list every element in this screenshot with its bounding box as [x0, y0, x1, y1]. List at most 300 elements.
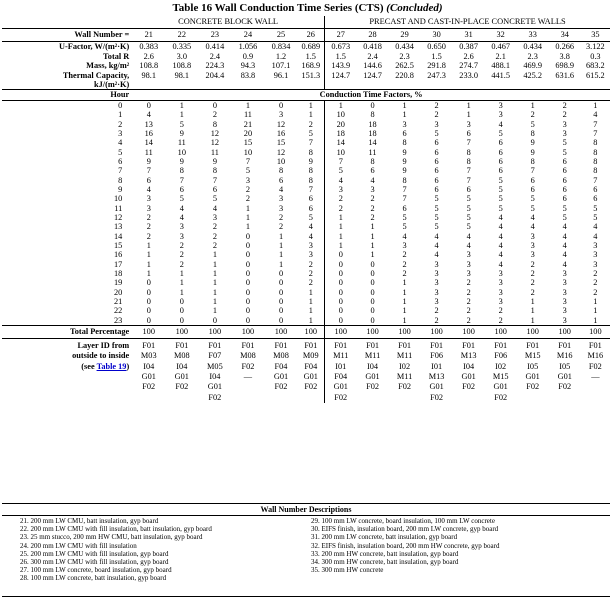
ctf-cell: 1: [179, 278, 184, 288]
ctf-cell: 2: [245, 194, 251, 204]
ctf-cell: 5: [562, 138, 567, 148]
total-r-row-cell: 1.2: [275, 51, 287, 61]
total-r-row-cell: 2.4: [209, 51, 221, 61]
ctf-cell: 3: [593, 241, 598, 251]
ctf-cell: 2: [434, 315, 439, 325]
hour-number: 17: [113, 259, 123, 269]
total-percentage-row-cell: 100: [421, 326, 453, 339]
layer-id: M13: [460, 351, 477, 361]
ctf-cell: 2: [530, 278, 535, 288]
ctf-cell: 6: [298, 204, 325, 213]
ctf-cell: 20: [243, 128, 253, 138]
total-r-row-cell: 2.4: [367, 51, 378, 61]
ctf-cell: 0: [370, 269, 375, 279]
ctf-cell: 7: [298, 185, 325, 194]
ctf-cell: 2: [498, 306, 503, 316]
layer-id: I04: [209, 371, 221, 381]
ctf-cell: 1: [298, 297, 325, 306]
ctf-cell: 3: [530, 231, 535, 241]
layer-id: I01: [431, 361, 443, 371]
ctf-cell: 3: [530, 250, 535, 260]
ctf-cell: 1: [212, 259, 217, 269]
ctf-cell: 3: [562, 278, 567, 288]
ctf-cell: 2: [338, 203, 343, 213]
ctf-cell: 4: [562, 231, 567, 241]
ctf-cell: 1: [179, 287, 184, 297]
ctf-cell: 12: [276, 119, 286, 129]
layer-id: M15: [524, 351, 541, 361]
hour-row: [2, 157, 610, 166]
ctf-cell: 0: [146, 306, 151, 316]
ctf-cell: 8: [466, 147, 471, 157]
ctf-cell: 2: [298, 278, 325, 287]
total-r-row-cell: 0.9: [242, 51, 254, 61]
hour-row: [2, 278, 610, 287]
ctf-cell: 6: [562, 194, 567, 204]
ctf-cell: 0: [338, 315, 343, 325]
thermal-capacity-cell: 204.4: [205, 70, 225, 80]
ctf-cell: 0: [338, 306, 343, 316]
layer-id: F01: [430, 341, 444, 351]
hour-number: 13: [113, 222, 123, 232]
ctf-cell: 7: [466, 175, 471, 185]
mass-row-cell: 94.3: [240, 61, 256, 71]
ctf-cell: 6: [179, 184, 184, 194]
ctf-cell: 7: [530, 166, 535, 176]
ctf-cell: 0: [370, 278, 375, 288]
ctf-cell: 5: [245, 166, 251, 176]
total-percentage-row: [2, 326, 610, 339]
layer-id: F02: [430, 392, 444, 402]
ctf-cell: 4: [562, 222, 567, 232]
layer-id: F01: [494, 341, 508, 351]
total-percentage-row-cell: 100: [198, 326, 231, 339]
ctf-cell: 11: [144, 147, 153, 157]
ctf-cell: 1: [212, 306, 217, 316]
table-title-text: Table 16 Wall Conduction Time Series (CTS): [172, 2, 384, 14]
ctf-cell: 3: [466, 250, 471, 260]
layer-label-3-prefix: (see: [81, 361, 97, 371]
ctf-cell: 5: [402, 222, 407, 232]
layer-id: F02: [558, 382, 572, 392]
ctf-cell: 4: [498, 259, 503, 269]
ctf-cell: 3: [562, 119, 567, 129]
thermal-capacity-cell: 98.1: [174, 70, 190, 80]
ctf-cell: 5: [466, 212, 471, 222]
ctf-cell: 4: [498, 250, 503, 260]
mass-row-cell: 488.1: [491, 61, 510, 71]
ctf-cell: 0: [278, 100, 284, 110]
wall-number-row-cell: 26: [298, 29, 325, 42]
ctf-cell: 5: [562, 212, 567, 222]
hour-row: [2, 222, 610, 231]
hour-row: [2, 185, 610, 194]
ctf-cell: 6: [498, 156, 503, 166]
ctf-cell: 8: [593, 156, 598, 166]
ctf-cell: 10: [336, 147, 345, 157]
wall-number-row-cell: 28: [368, 30, 377, 40]
ctf-cell: 3: [530, 241, 535, 251]
layer-id: F01: [175, 341, 189, 351]
thermal-capacity-label-2: kJ/(m²·K): [94, 79, 130, 89]
ctf-cell: 5: [466, 222, 471, 232]
ctf-cell: 5: [434, 222, 439, 232]
u-factor-row-cell: 0.834: [271, 42, 291, 52]
ctf-cell: 2: [146, 231, 151, 241]
ctf-cell: 3: [212, 212, 217, 222]
ctf-cell: 0: [370, 297, 375, 307]
wall-number-row-cell: 23: [210, 30, 220, 40]
ctf-cell: 5: [434, 203, 439, 213]
ctf-cell: 5: [434, 194, 439, 204]
ctf-cell: 7: [179, 175, 184, 185]
layer-id: F02: [526, 382, 540, 392]
ctf-cell: 6: [278, 175, 284, 185]
ctf-cell: 11: [368, 147, 377, 157]
ctf-cell: 1: [402, 110, 407, 120]
layer-cell: [325, 339, 357, 403]
ctf-cell: 1: [245, 222, 251, 232]
ctf-cell: 7: [466, 166, 471, 176]
table-title-suffix: (Concluded): [386, 2, 443, 14]
ctf-cell: 8: [466, 156, 471, 166]
ctf-cell: 1: [593, 100, 598, 110]
layer-id: I01: [335, 361, 347, 371]
total-percentage-row-cell: 100: [165, 326, 198, 339]
ctf-cell: 5: [466, 194, 471, 204]
layer-id: M13: [428, 371, 445, 381]
layer-id: G01: [429, 382, 444, 392]
hour-row: [2, 306, 610, 315]
ctf-cell: 1: [370, 231, 375, 241]
mass-row-cell: 144.6: [363, 61, 382, 71]
ctf-cell: 5: [530, 194, 535, 204]
ctf-cell: 0: [245, 231, 251, 241]
wall-description: 26. 300 mm LW CMU with fill insulation, gyp board: [20, 558, 169, 567]
bottom-rule: [2, 596, 610, 597]
layer-id: F01: [398, 341, 412, 351]
hour-number: 15: [113, 241, 123, 251]
thermal-capacity-cell: 247.3: [427, 70, 446, 80]
u-factor-row-cell: 3.122: [586, 42, 605, 52]
ctf-cell: 6: [498, 147, 503, 157]
ctf-cell: 3: [498, 110, 503, 120]
wall-number-row: [2, 29, 610, 42]
ctf-cell: 4: [593, 222, 598, 232]
ctf-cell: 3: [593, 250, 598, 260]
wall-description: 30. EIFS finish, insulation board, 200 mm LW concrete, gyp board: [311, 525, 499, 534]
hour-number: 18: [113, 269, 123, 279]
layer-row: [2, 339, 610, 403]
hour-number: 1: [118, 110, 123, 120]
thermal-capacity-cell: 83.8: [240, 70, 256, 80]
ctf-cell: 4: [466, 231, 471, 241]
ctf-cell: 2: [498, 315, 503, 325]
ctf-cell: 4: [179, 203, 184, 213]
hour-row: [2, 241, 610, 250]
wall-number-row-cell: 22: [177, 30, 186, 40]
layer-id: I04: [143, 361, 155, 371]
ctf-cell: 0: [370, 306, 375, 316]
ctf-cell: 7: [146, 166, 151, 176]
ctf-cell: 14: [144, 138, 153, 148]
ctf-cell: 3: [466, 269, 471, 279]
ctf-cell: 8: [298, 148, 325, 157]
hour-row: [2, 204, 610, 213]
thermal-capacity-cell: 631.6: [555, 70, 575, 80]
ctf-cell: 0: [338, 259, 343, 269]
layer-id: G01: [333, 382, 348, 392]
ctf-cell: 3: [498, 297, 503, 307]
layer-id: F01: [462, 341, 476, 351]
ctf-cell: 3: [434, 119, 439, 129]
total-percentage-label: Total Percentage: [2, 326, 132, 339]
ctf-cell: 5: [593, 212, 598, 222]
ctf-cell: 1: [179, 100, 184, 110]
wall-number-row-cell: 31: [464, 30, 473, 40]
wall-description: 33. 200 mm HW concrete, batt insulation, gyp board: [311, 549, 459, 558]
hour-row: [2, 129, 610, 138]
wall-number-row-cell: 25: [276, 30, 286, 40]
layer-id: M05: [207, 361, 223, 371]
hour-number: 6: [118, 156, 123, 166]
hour-row: [2, 260, 610, 269]
u-factor-row-cell: 0.383: [139, 42, 159, 52]
cts-table: [2, 16, 610, 403]
ctf-cell: 5: [179, 194, 184, 204]
layer-cell: [298, 339, 325, 403]
ctf-cell: 0: [278, 306, 284, 316]
layer-cell: [357, 339, 389, 403]
hour-header-row: [2, 89, 610, 100]
layer-id: G01: [525, 371, 540, 381]
ctf-cell: 6: [434, 156, 439, 166]
hour-row: [2, 166, 610, 175]
total-percentage-row-cell: 100: [231, 326, 264, 339]
hour-number: 10: [113, 194, 123, 204]
wall-number-row-cell: 35: [591, 30, 600, 40]
thermal-capacity-cell: 615.2: [586, 70, 605, 80]
hour-row: [2, 194, 610, 203]
total-percentage-row-cell: 100: [549, 326, 581, 339]
hour-number: 7: [118, 166, 123, 176]
ctf-cell: 8: [593, 138, 598, 148]
layer-id: G01: [365, 371, 380, 381]
wall-number-row-cell: 30: [432, 30, 441, 40]
wall-number-row-cell: 24: [243, 30, 253, 40]
ctf-cell: 5: [498, 194, 503, 204]
ctf-cell: 1: [212, 250, 217, 260]
u-factor-row: [2, 42, 610, 52]
ctf-cell: 2: [562, 110, 567, 120]
ctf-cell: 5: [562, 147, 567, 157]
thermal-capacity-cell: 124.7: [363, 70, 382, 80]
layer-id: F01: [304, 341, 318, 351]
ctf-cell: 4: [593, 110, 598, 120]
ctf-cell: 5: [498, 128, 503, 138]
descriptions-left: [20, 517, 212, 583]
ctf-cell: 2: [530, 259, 535, 269]
total-percentage-row-cell: 100: [264, 326, 297, 339]
ctf-cell: 2: [434, 306, 439, 316]
total-r-row-cell: 1.5: [335, 51, 346, 61]
layer-id: F04: [304, 361, 318, 371]
layer-id: F02: [241, 361, 255, 371]
wall-description: 34. 300 mm HW concrete, batt insulation, gyp board: [311, 558, 459, 567]
ctf-cell: 4: [530, 212, 535, 222]
total-r-row: [2, 52, 610, 62]
ctf-cell: 2: [466, 278, 471, 288]
ctf-cell: 6: [530, 175, 535, 185]
ctf-cell: 3: [498, 278, 503, 288]
ctf-cell: 4: [530, 222, 535, 232]
layer-id: F01: [241, 341, 255, 351]
ctf-cell: 4: [278, 184, 284, 194]
ctf-cell: 5: [530, 203, 535, 213]
hour-number: 11: [114, 203, 123, 213]
layer-id: M09: [302, 351, 319, 361]
layer-id: I02: [495, 361, 507, 371]
ctf-cell: 5: [498, 175, 503, 185]
layer-id: F01: [366, 341, 379, 351]
ctf-cell: 18: [368, 128, 377, 138]
layer-id: G01: [493, 382, 508, 392]
ctf-cell: 3: [338, 184, 343, 194]
layer-id: —: [591, 371, 600, 381]
ctf-cell: 1: [530, 306, 535, 316]
ctf-cell: 7: [593, 119, 598, 129]
ctf-cell: 9: [402, 156, 407, 166]
group-header-blank: [2, 16, 132, 29]
layer-cell: [231, 339, 264, 403]
layer-id: I05: [559, 361, 571, 371]
ctf-cell: 1: [146, 269, 151, 279]
mass-row-cell: 107.1: [271, 61, 291, 71]
ctf-cell: 6: [562, 184, 567, 194]
wall-description: 25. 200 mm LW CMU with fill insulation, gyp board: [20, 549, 169, 558]
ctf-cell: 7: [593, 175, 598, 185]
layer-cell: [581, 339, 610, 403]
ctf-cell: 6: [562, 156, 567, 166]
ctf-cell: 12: [276, 147, 286, 157]
ctf-cell: 5: [179, 119, 184, 129]
ctf-cell: 3: [434, 287, 439, 297]
ctf-cell: 8: [212, 166, 217, 176]
layer-label-3-suffix: ): [126, 361, 130, 371]
ctf-cell: 5: [562, 203, 567, 213]
layer-id: I04: [176, 361, 188, 371]
ctf-cell: 2: [212, 222, 217, 232]
ctf-cell: 11: [210, 147, 219, 157]
layer-id: I02: [399, 361, 411, 371]
ctf-cell: 3: [402, 119, 407, 129]
ctf-cell: 2: [212, 231, 217, 241]
ctf-cell: 16: [276, 128, 286, 138]
ctf-cell: 4: [562, 250, 567, 260]
u-factor-row-cell: 0.418: [363, 42, 382, 52]
u-factor-row-cell: 0.434: [395, 42, 414, 52]
thermal-capacity-label: [2, 71, 132, 90]
ctf-cell: 9: [179, 156, 184, 166]
ctf-cell: 0: [212, 100, 217, 110]
ctf-header: Conduction Time Factors, %: [132, 89, 610, 100]
ctf-cell: 5: [466, 203, 471, 213]
ctf-cell: 8: [402, 138, 407, 148]
ctf-cell: 18: [336, 128, 345, 138]
wall-number-row-cell: 32: [496, 30, 505, 40]
ctf-cell: 1: [402, 100, 407, 110]
wall-number-row-cell: 27: [336, 30, 345, 40]
ctf-cell: 9: [530, 138, 535, 148]
ctf-cell: 1: [298, 306, 325, 315]
ctf-cell: 2: [593, 278, 598, 288]
layer-id: F04: [334, 371, 348, 381]
hour-number: 14: [113, 231, 123, 241]
ctf-cell: 0: [179, 297, 184, 307]
layer-cell: [485, 339, 517, 403]
ctf-cell: 0: [370, 287, 375, 297]
hour-row: [2, 213, 610, 222]
table-19-link[interactable]: Table 19: [96, 361, 127, 371]
ctf-cell: 12: [210, 128, 220, 138]
layer-cell: [453, 339, 485, 403]
ctf-cell: 1: [466, 100, 471, 110]
ctf-cell: 6: [593, 184, 598, 194]
ctf-cell: 4: [402, 231, 407, 241]
ctf-cell: 3: [146, 203, 151, 213]
ctf-cell: 9: [179, 128, 184, 138]
wall-description: 24. 200 mm LW CMU with fill insulation: [20, 541, 137, 550]
ctf-cell: 2: [278, 212, 284, 222]
u-factor-row-cell: 0.335: [172, 42, 192, 52]
layer-id: M08: [273, 351, 289, 361]
ctf-cell: 4: [593, 231, 598, 241]
ctf-cell: 3: [498, 287, 503, 297]
thermal-capacity-cell: 124.7: [331, 70, 351, 80]
ctf-cell: 3: [466, 119, 471, 129]
hour-row: [2, 232, 610, 241]
total-percentage-row-cell: 100: [132, 326, 165, 339]
ctf-cell: 1: [179, 269, 184, 279]
ctf-cell: 2: [530, 110, 535, 120]
hour-number: 4: [118, 138, 123, 148]
layer-cell: [421, 339, 453, 403]
ctf-cell: 3: [562, 128, 567, 138]
layer-id: F02: [274, 382, 288, 392]
ctf-cell: 1: [530, 100, 535, 110]
total-percentage-row-cell: 100: [298, 326, 325, 339]
ctf-cell: 3: [562, 269, 567, 279]
ctf-cell: 1: [146, 241, 151, 251]
ctf-cell: 0: [245, 250, 251, 260]
ctf-cell: 1: [338, 241, 343, 251]
ctf-cell: 15: [276, 138, 286, 148]
hour-number: 12: [113, 212, 123, 222]
ctf-cell: 2: [212, 110, 217, 120]
layer-id: F06: [430, 351, 444, 361]
mass-row-cell: 469.9: [523, 61, 543, 71]
wall-number-row-cell: 29: [400, 30, 409, 40]
u-factor-label: U-Factor, W/(m²·K): [59, 42, 130, 52]
ctf-cell: 1: [402, 306, 407, 316]
ctf-cell: 3: [434, 259, 439, 269]
layer-id: F01: [588, 341, 602, 351]
total-r-row-cell: 2.3: [527, 51, 538, 61]
ctf-cell: 8: [530, 128, 535, 138]
ctf-cell: 4: [562, 241, 567, 251]
ctf-cell: 1: [338, 100, 343, 110]
thermal-capacity-cell: 441.5: [491, 70, 510, 80]
